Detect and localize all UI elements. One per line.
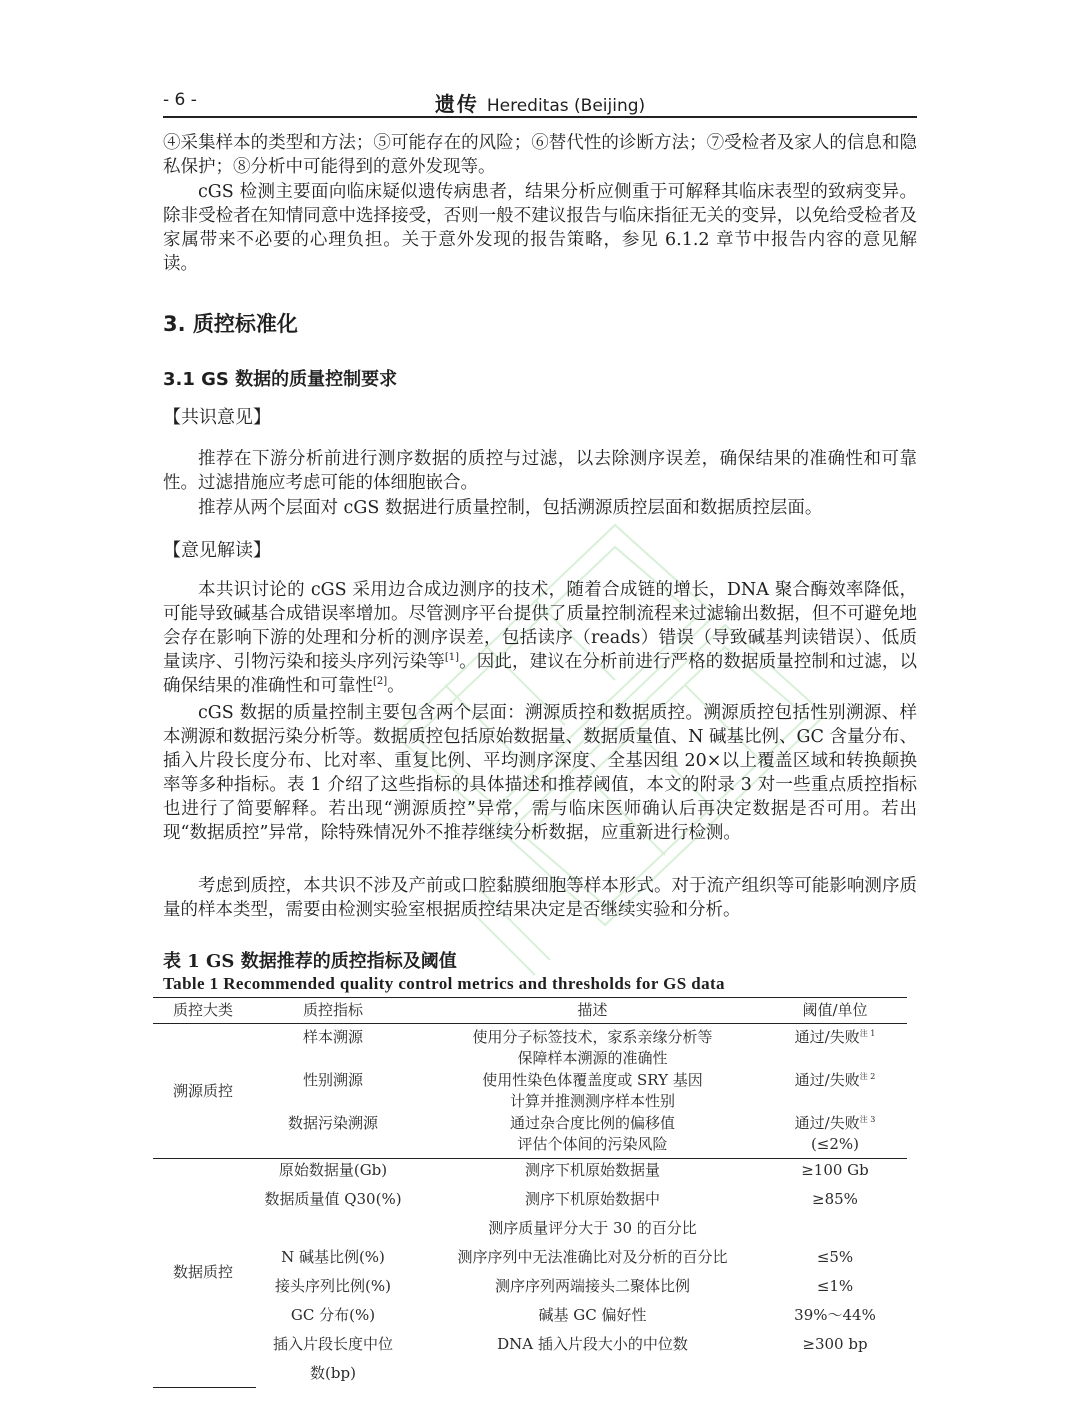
description-cell: 碱基 GC 偏好性: [538, 1306, 647, 1324]
table-note-ref: 注 1: [859, 1029, 876, 1038]
description-cell: 测序下机原始数据中: [524, 1190, 660, 1208]
table-group-rule: [153, 1158, 907, 1159]
metric-cell: 插入片段长度中位: [272, 1335, 393, 1353]
page-number: - 6 -: [163, 90, 197, 110]
metric-cell: 样本溯源: [302, 1028, 363, 1046]
description-cell: 使用性染色体覆盖度或 SRY 基因: [482, 1071, 703, 1089]
interp-text-b: 。因此，建议在分析前进行严格的数据质量控制和过滤，以确保结果的准确性和可靠性: [163, 652, 918, 696]
interpretation-paragraph-1: [163, 578, 917, 698]
citation-1[interactable]: [1]: [444, 652, 460, 664]
threshold-cell: ≥100 Gb: [801, 1161, 869, 1179]
interp-text-a: 本共识讨论的 cGS 采用边合成边测序的技术，随着合成链的增长，DNA 聚合酶效率降低，可能导致碱基合成错误率增加。尽管测序平台提供了质量控制流程来过滤输出数据，但不可避免地会存在影响下游的处理和分析的测序误差，包括读序（reads）错误（导致碱基判读错误）、低质量读序、引物污染和接头序列污染等: [163, 580, 917, 672]
table-header-category: 质控大类: [172, 1001, 233, 1019]
subsection-heading: 3.1 GS 数据的质量控制要求: [163, 369, 398, 390]
metric-cell: N 碱基比例(%): [281, 1248, 385, 1266]
threshold-cell: ≤1%: [816, 1277, 854, 1295]
description-cell: 测序下机原始数据量: [524, 1161, 660, 1179]
threshold-value: 通过/失败: [794, 1114, 860, 1132]
consensus-paragraph-2: 推荐从两个层面对 cGS 数据进行质量控制，包括溯源质控层面和数据质控层面。: [198, 498, 823, 518]
journal-logo-cn: 遗传: [434, 92, 479, 116]
table-top-rule: [153, 997, 907, 998]
description-cell: 计算并推测测序样本性别: [509, 1092, 675, 1110]
threshold-cell: 39%～44%: [794, 1306, 876, 1324]
threshold-value: 通过/失败: [794, 1071, 860, 1089]
description-cell: 测序序列中无法准确比对及分析的百分比: [457, 1248, 728, 1266]
table-header-rule: [153, 1023, 907, 1024]
journal-name-en: Hereditas (Beijing): [486, 96, 646, 116]
description-cell: 测序序列两端接头二聚体比例: [494, 1277, 690, 1295]
section-heading: 3. 质控标准化: [163, 312, 298, 336]
group-label-traceability: 溯源质控: [172, 1082, 233, 1100]
threshold-cell: [770, 1027, 900, 1048]
footnote-rule: [153, 1387, 256, 1388]
threshold-cell: [770, 1113, 900, 1134]
interp-text-c: 。: [387, 676, 405, 696]
metric-cell: 接头序列比例(%): [275, 1277, 391, 1295]
table-header-description: 描述: [577, 1001, 608, 1019]
description-cell: DNA 插入片段大小的中位数: [497, 1335, 688, 1353]
table-caption-cn: 表 1 GS 数据推荐的质控指标及阈值: [163, 951, 457, 972]
description-cell: 测序质量评分大于 30 的百分比: [488, 1219, 697, 1237]
header-rule: [163, 116, 917, 118]
description-cell: 保障样本溯源的准确性: [517, 1049, 668, 1067]
metric-cell: 原始数据量(Gb): [278, 1161, 388, 1179]
threshold-cell: ≤5%: [816, 1248, 854, 1266]
paragraph-consent-items: ④采集样本的类型和方法；⑤可能存在的风险；⑥替代性的诊断方法；⑦受检者及家人的信息和隐私保护；⑧分析中可能得到的意外发现等。: [163, 133, 917, 177]
metric-cell: GC 分布(%): [290, 1306, 376, 1324]
paragraph-reporting: cGS 检测主要面向临床疑似遗传病患者，结果分析应侧重于可解释其临床表型的致病变异。除非受检者在知情同意中选择接受，否则一般不建议报告与临床指征无关的变异，以免给受检者及家属带来不必要的心理负担。关于意外发现的报告策略，参见 6.1.2 章节中报告内容的意见解读。: [163, 182, 917, 274]
threshold-cell: ≥85%: [812, 1190, 858, 1208]
metric-cell: 性别溯源: [302, 1071, 363, 1089]
interpretation-paragraph-3: 考虑到质控，本共识不涉及产前或口腔黏膜细胞等样本形式。对于流产组织等可能影响测序质量的样本类型，需要由检测实验室根据质控结果决定是否继续实验和分析。: [163, 876, 917, 920]
table-header-threshold: 阈值/单位: [802, 1001, 868, 1019]
table-caption-en: Table 1 Recommended quality control metrics and thresholds for GS data: [163, 974, 725, 993]
table-note-ref: 注 2: [859, 1072, 876, 1081]
citation-2[interactable]: [2]: [373, 676, 388, 688]
description-cell: 评估个体间的污染风险: [517, 1135, 668, 1153]
description-cell: 通过杂合度比例的偏移值: [509, 1114, 675, 1132]
running-header: [163, 88, 917, 114]
journal-title: [163, 88, 917, 117]
threshold-cell: ≥300 bp: [802, 1335, 868, 1353]
threshold-value: 通过/失败: [794, 1028, 860, 1046]
threshold-cell: [770, 1070, 900, 1091]
threshold-cell-secondary: (≤2%): [810, 1135, 860, 1153]
metric-cell: 数据污染溯源: [287, 1114, 378, 1132]
group-label-data-qc: 数据质控: [172, 1263, 233, 1281]
description-cell: 使用分子标签技术，家系亲缘分析等: [472, 1028, 713, 1046]
table-note-ref: 注 3: [859, 1115, 876, 1124]
consensus-paragraph-1: 推荐在下游分析前进行测序数据的质控与过滤，以去除测序误差，确保结果的准确性和可靠性。过滤措施应考虑可能的体细胞嵌合。: [163, 449, 917, 493]
interpretation-paragraph-2: cGS 数据的质量控制主要包含两个层面：溯源质控和数据质控。溯源质控包括性别溯源、样本溯源和数据污染分析等。数据质控包括原始数据量、数据质量值、N 碱基比例、GC 含量分布、插入片段长度分布、比对率、重复比例、平均测序深度、全基因组 20×以上覆盖区域和转换颠换率等多种指标。表 1 介绍了这些指标的具体描述和推荐阈值，本文的附录 3 对一些重点质控指标也进行了简要解释。若出现“溯源质控”异常，需与临床医师确认后再决定数据是否可用。若出现“数据质控”异常，除特殊情况外不推荐继续分析数据，应重新进行检测。: [163, 703, 917, 843]
table-header-metric: 质控指标: [302, 1001, 363, 1019]
metric-cell-continued: 数(bp): [310, 1364, 356, 1382]
interpretation-tag: 【意见解读】: [163, 540, 271, 561]
consensus-tag: 【共识意见】: [163, 407, 271, 428]
metric-cell: 数据质量值 Q30(%): [264, 1190, 402, 1208]
